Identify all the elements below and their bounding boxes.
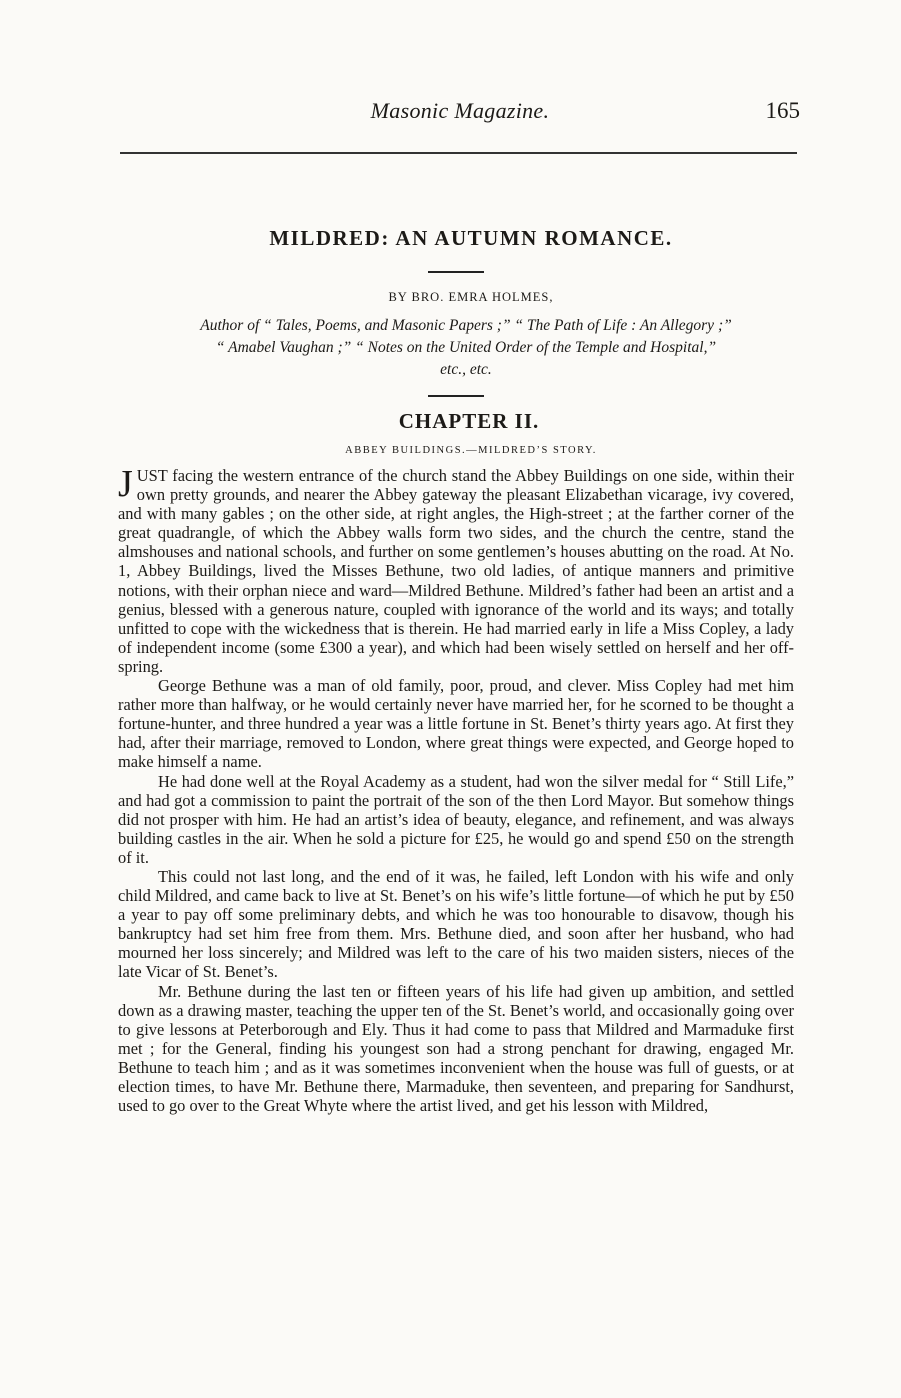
author-works-line: etc., etc. <box>440 361 492 378</box>
paragraph: He had done well at the Royal Academy as a student, had won the silver medal for “ Still Life,” and had got a commission to paint the portrait of the son of the then Lord Mayor. But somehow things did not prosper with him. He had an artist’s idea of beauty, elegance, and refinement, and was always building castles in the air. When he sold a picture for £25, he would go and spend £50 on the strength of it. <box>118 771 794 867</box>
paragraph: This could not last long, and the end of it was, he failed, left London with his wife and only child Mildred, and came back to live at St. Benet’s on his wife’s little fortune—of which he put by £50 a year to pay off some preliminary debts, and which he was too honourable to disavow, though his bankruptcy had set him free from them. Mrs. Bethune died, and soon after her husband, who had mourned her loss sincerely; and Mildred was left to the care of his two maiden sisters, nieces of the late Vicar of St. Benet’s. <box>118 866 794 982</box>
byline: BY BRO. EMRA HOLMES, <box>388 290 554 304</box>
author-works-line: “ Amabel Vaughan ;” “ Notes on the United Order of the Temple and Hospital,” <box>215 339 717 356</box>
drop-cap: J <box>118 463 133 505</box>
paragraph-text: UST facing the western entrance of the church stand the Abbey Buildings on one side, within their own pretty grounds, and nearer the Abbey gateway the pleasant Elizabethan vicarage, ivy covered, and with many gables ; on the other side, at right angles, the High-street ; at the farther corner of the great quadrangle, of which the Abbey walls form two sides, and the church the centre, stand the almshouses and national schools, and further on some gentlemen’s houses abutting on the road. At No. 1, Abbey Buildings, lived the Misses Bethune, two old ladies, of antique manners and primitive notions, with their orphan niece and ward—Mildred Bethune. Mildred’s father had been an artist and a genius, blessed with a generous nature, coupled with ignorance of the world and its ways; and totally unfitted to cope with the wickedness that is therein. He had married early in life a Miss Copley, a lady of independent income (some £300 a year), and which had been wisely settled on herself and her off-spring. <box>118 466 794 676</box>
paragraph: George Bethune was a man of old family, poor, proud, and clever. Miss Copley had met him rather more than halfway, or he would certainly never have married her, for he scorned to be thought a fortune-hunter, and three hundred a year was a little fortune in St. Benet’s thirty years ago. At first they had, after their marriage, removed to London, where great things were expected, and George hoped to make himself a name. <box>118 676 794 772</box>
article-title: MILDRED: AN AUTUMN ROMANCE. <box>269 226 673 250</box>
header-rule <box>120 152 797 154</box>
chapter-heading: CHAPTER II. <box>398 409 540 433</box>
paragraph: Mr. Bethune during the last ten or fifteen years of his life had given up ambition, and settled down as a drawing master, teaching the upper ten of the St. Benet’s world, and occasionally going over to give lessons at Peterborough and Ely. Thus it had come to pass that Mildred and Marmaduke first met ; for the General, finding his youngest son had a strong penchant for drawing, engaged Mr. Bethune to teach him ; and as it was sometimes inconvenient when the house was full of guests, or at election times, to have Mr. Bethune there, Marmaduke, then seventeen, and preparing for Sandhurst, used to go over to the Great Whyte where the artist lived, and get his lesson with Mildred, <box>118 981 794 1116</box>
author-works-line: Author of “ Tales, Poems, and Masonic Papers ;” “ The Path of Life : An Allegory ;” <box>200 317 732 334</box>
page-header <box>120 98 800 138</box>
page-number: 165 <box>765 98 800 123</box>
article <box>118 226 794 1115</box>
running-title: Masonic Magazine. <box>370 98 550 123</box>
chapter-subtitle: ABBEY BUILDINGS.—MILDRED’S STORY. <box>345 445 597 456</box>
chapter-rule <box>428 395 484 397</box>
title-rule <box>428 271 484 273</box>
author-works <box>118 315 794 381</box>
paragraph <box>118 463 794 676</box>
body-text <box>118 463 794 1116</box>
